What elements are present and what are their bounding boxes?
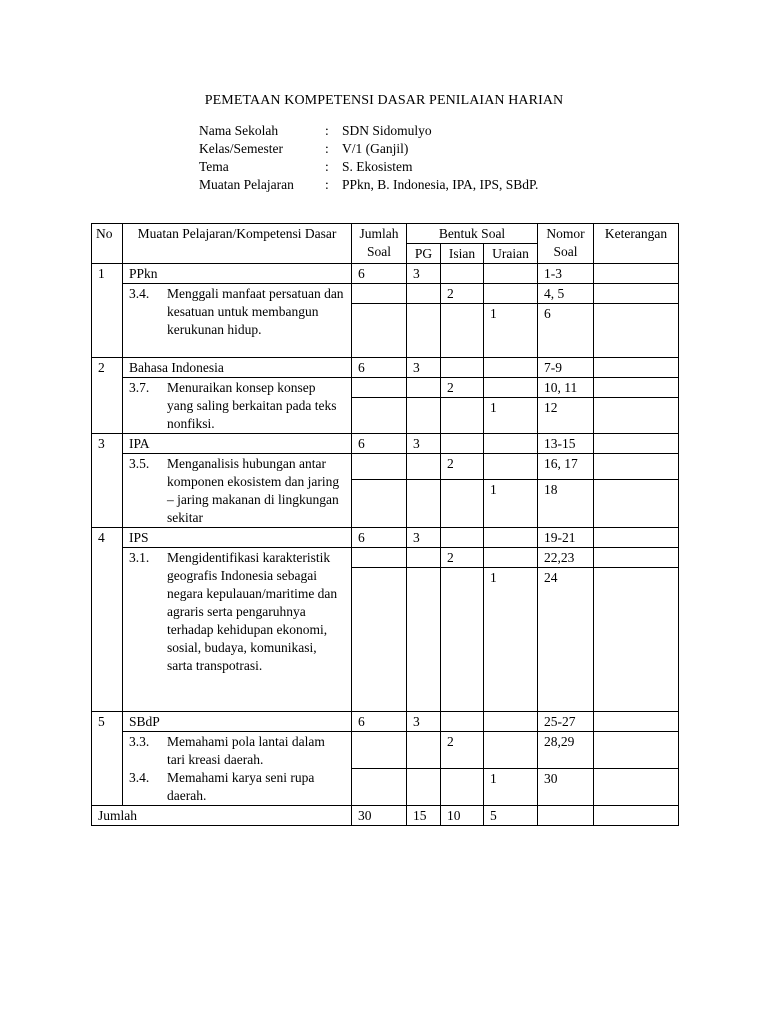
cell-keterangan (594, 378, 679, 398)
cell-pg (407, 398, 441, 434)
cell-nomor: 30 (538, 769, 594, 806)
kd-text: Menganalisis hubungan antar komponen ekosistem dan jaring – jaring makanan di lingkungan sekitar (167, 456, 340, 525)
kd-item (129, 549, 345, 675)
cell-uraian: 1 (484, 304, 538, 358)
kd-text: Menuraikan konsep konsep yang saling berkaitan pada teks nonfiksi. (167, 380, 337, 431)
cell-nomor: 19-21 (538, 528, 594, 548)
cell-nomor: 10, 11 (538, 378, 594, 398)
header-isian: Isian (441, 244, 484, 264)
info-value: PPkn, B. Indonesia, IPA, IPS, SBdP. (342, 177, 539, 192)
kd-number: 3.1. (129, 550, 150, 565)
header-bentuk-soal: Bentuk Soal (407, 224, 538, 244)
cell-pg: 3 (407, 528, 441, 548)
kd-item (129, 285, 345, 339)
cell-no: 3 (92, 434, 123, 528)
cell-no: 1 (92, 264, 123, 358)
cell-nomor: 25-27 (538, 712, 594, 732)
cell-jumlah: 6 (352, 434, 407, 454)
kd-item (129, 455, 345, 527)
cell-uraian (484, 378, 538, 398)
header-no: No (92, 224, 123, 264)
total-uraian: 5 (484, 806, 538, 826)
cell-keterangan (594, 264, 679, 284)
cell-keterangan (594, 398, 679, 434)
cell-isian (441, 398, 484, 434)
cell-nomor: 1-3 (538, 264, 594, 284)
cell-jumlah (352, 304, 407, 358)
info-colon: : (325, 177, 329, 192)
header-nomor: Nomor Soal (538, 224, 594, 264)
cell-uraian (484, 264, 538, 284)
cell-uraian: 1 (484, 480, 538, 528)
cell-jumlah (352, 732, 407, 769)
cell-keterangan (594, 358, 679, 378)
cell-jumlah: 6 (352, 712, 407, 732)
total-label: Jumlah (92, 806, 352, 826)
cell-pg (407, 548, 441, 568)
kd-number: 3.3. (129, 734, 150, 749)
cell-keterangan (594, 434, 679, 454)
info-row-class (199, 140, 538, 158)
school-info (199, 122, 538, 194)
cell-uraian: 1 (484, 568, 538, 712)
info-row-subjects (199, 176, 538, 194)
subject-row (92, 434, 679, 454)
cell-uraian (484, 454, 538, 480)
cell-nomor: 4, 5 (538, 284, 594, 304)
cell-nomor: 12 (538, 398, 594, 434)
cell-isian (441, 528, 484, 548)
cell-subject: PPkn (123, 264, 352, 284)
kd-number: 3.4. (129, 286, 150, 301)
cell-isian: 2 (441, 732, 484, 769)
cell-nomor: 24 (538, 568, 594, 712)
cell-subject: IPA (123, 434, 352, 454)
subject-row (92, 712, 679, 732)
cell-subject: IPS (123, 528, 352, 548)
total-row (92, 806, 679, 826)
isian-row (92, 454, 679, 480)
cell-pg (407, 304, 441, 358)
cell-isian: 2 (441, 378, 484, 398)
info-row-theme (199, 158, 538, 176)
info-label: Kelas/Semester (199, 141, 283, 156)
kd-item (129, 769, 345, 805)
cell-uraian (484, 528, 538, 548)
cell-jumlah (352, 568, 407, 712)
cell-isian (441, 304, 484, 358)
cell-isian (441, 769, 484, 806)
cell-pg (407, 454, 441, 480)
info-colon: : (325, 141, 329, 156)
info-value: SDN Sidomulyo (342, 123, 432, 138)
cell-uraian (484, 358, 538, 378)
cell-nomor: 16, 17 (538, 454, 594, 480)
cell-keterangan (594, 454, 679, 480)
subject-row (92, 264, 679, 284)
header-jumlah: Jumlah Soal (352, 224, 407, 264)
cell-nomor: 22,23 (538, 548, 594, 568)
cell-uraian (484, 548, 538, 568)
cell-kompetensi-dasar (123, 454, 352, 528)
cell-pg (407, 284, 441, 304)
isian-row (92, 548, 679, 568)
cell-pg (407, 732, 441, 769)
kd-item (129, 733, 345, 769)
cell-keterangan (594, 769, 679, 806)
cell-kompetensi-dasar (123, 284, 352, 358)
cell-nomor: 7-9 (538, 358, 594, 378)
document-title: PEMETAAN KOMPETENSI DASAR PENILAIAN HARIAN (204, 93, 564, 108)
cell-isian: 2 (441, 548, 484, 568)
cell-no: 2 (92, 358, 123, 434)
cell-uraian (484, 732, 538, 769)
cell-jumlah: 6 (352, 358, 407, 378)
cell-pg (407, 568, 441, 712)
kd-text: Mengidentifikasi karakteristik geografis Indonesia sebagai negara kepulauan/maritime dan agraris serta pengaruhnya terhadap kehidupan ekonomi, sosial, budaya, komunikasi, sarta transpotrasi. (167, 550, 338, 673)
info-row-school (199, 122, 538, 140)
kd-item (129, 379, 345, 433)
cell-keterangan (594, 548, 679, 568)
cell-jumlah (352, 548, 407, 568)
total-nomor (538, 806, 594, 826)
cell-keterangan (594, 732, 679, 769)
cell-isian: 2 (441, 284, 484, 304)
kd-text: Memahami pola lantai dalam tari kreasi daerah. (167, 734, 325, 767)
cell-isian (441, 712, 484, 732)
cell-kompetensi-dasar (123, 548, 352, 712)
info-value: V/1 (Ganjil) (342, 141, 409, 156)
cell-nomor: 13-15 (538, 434, 594, 454)
cell-no: 5 (92, 712, 123, 806)
header-muatan: Muatan Pelajaran/Kompetensi Dasar (123, 224, 352, 264)
cell-uraian: 1 (484, 398, 538, 434)
info-label: Tema (199, 159, 229, 174)
cell-pg: 3 (407, 434, 441, 454)
kd-number: 3.4. (129, 770, 150, 785)
cell-isian (441, 434, 484, 454)
cell-keterangan (594, 284, 679, 304)
cell-pg: 3 (407, 264, 441, 284)
cell-pg: 3 (407, 712, 441, 732)
kd-text: Menggali manfaat persatuan dan kesatuan untuk membangun kerukunan hidup. (167, 286, 344, 337)
cell-keterangan (594, 304, 679, 358)
cell-jumlah (352, 284, 407, 304)
cell-kompetensi-dasar (123, 732, 352, 806)
info-value: S. Ekosistem (342, 159, 413, 174)
total-jumlah: 30 (352, 806, 407, 826)
isian-row (92, 732, 679, 769)
cell-uraian (484, 434, 538, 454)
cell-keterangan (594, 712, 679, 732)
cell-pg (407, 480, 441, 528)
cell-kompetensi-dasar (123, 378, 352, 434)
cell-nomor: 18 (538, 480, 594, 528)
cell-isian (441, 264, 484, 284)
competency-table (91, 223, 679, 826)
isian-row (92, 378, 679, 398)
subject-row (92, 358, 679, 378)
kd-number: 3.5. (129, 456, 150, 471)
cell-pg (407, 769, 441, 806)
header-pg: PG (407, 244, 441, 264)
cell-jumlah (352, 378, 407, 398)
cell-subject: SBdP (123, 712, 352, 732)
total-pg: 15 (407, 806, 441, 826)
cell-isian: 2 (441, 454, 484, 480)
info-colon: : (325, 159, 329, 174)
cell-jumlah (352, 454, 407, 480)
cell-keterangan (594, 480, 679, 528)
total-keterangan (594, 806, 679, 826)
cell-uraian: 1 (484, 769, 538, 806)
kd-number: 3.7. (129, 380, 150, 395)
subject-row (92, 528, 679, 548)
kd-text: Memahami karya seni rupa daerah. (167, 770, 315, 803)
cell-pg: 3 (407, 358, 441, 378)
total-isian: 10 (441, 806, 484, 826)
cell-jumlah (352, 480, 407, 528)
header-uraian: Uraian (484, 244, 538, 264)
cell-isian (441, 568, 484, 712)
cell-nomor: 28,29 (538, 732, 594, 769)
cell-jumlah: 6 (352, 264, 407, 284)
isian-row (92, 284, 679, 304)
cell-subject: Bahasa Indonesia (123, 358, 352, 378)
header-keterangan: Keterangan (594, 224, 679, 264)
cell-keterangan (594, 568, 679, 712)
cell-isian (441, 480, 484, 528)
cell-jumlah (352, 398, 407, 434)
info-label: Nama Sekolah (199, 123, 279, 138)
info-label: Muatan Pelajaran (199, 177, 294, 192)
cell-no: 4 (92, 528, 123, 712)
cell-pg (407, 378, 441, 398)
cell-jumlah (352, 769, 407, 806)
cell-isian (441, 358, 484, 378)
cell-nomor: 6 (538, 304, 594, 358)
cell-uraian (484, 284, 538, 304)
cell-jumlah: 6 (352, 528, 407, 548)
info-colon: : (325, 123, 329, 138)
cell-keterangan (594, 528, 679, 548)
cell-uraian (484, 712, 538, 732)
